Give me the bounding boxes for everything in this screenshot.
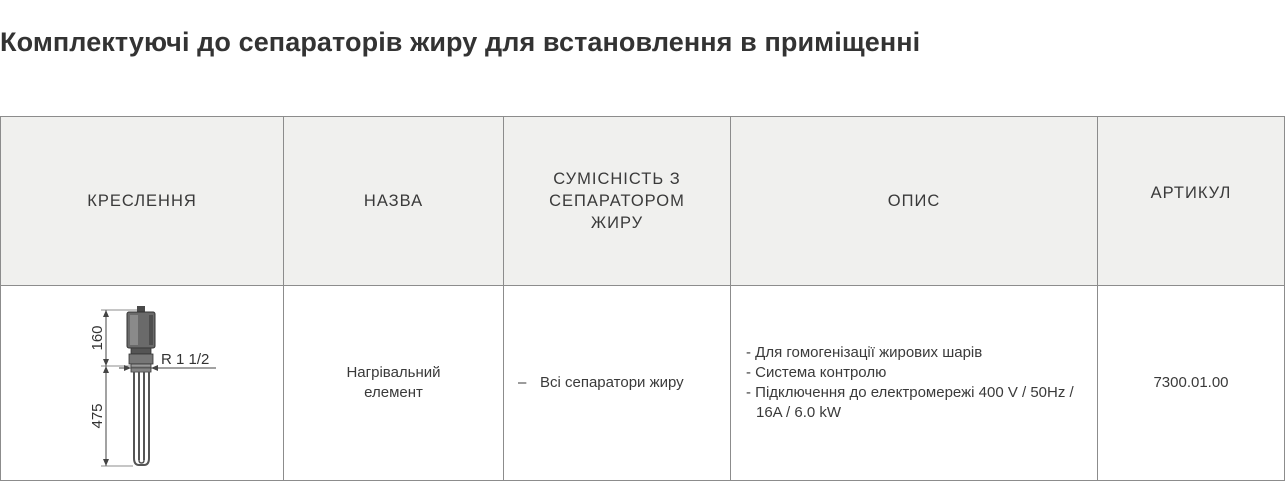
- dimension-top-label: 160: [89, 325, 106, 351]
- header-article-label: АРТИКУЛ: [1150, 184, 1232, 202]
- header-description: [731, 117, 1098, 286]
- description-list: [746, 343, 1097, 423]
- cell-drawing: [1, 286, 284, 481]
- header-article: [1098, 117, 1285, 286]
- cell-compatibility: [504, 286, 731, 481]
- table-header-row: [1, 117, 1285, 286]
- dimension-bottom-label: 475: [89, 403, 106, 429]
- description-item: - Для гомогенізації жирових шарів: [746, 344, 983, 361]
- article-number: 7300.01.00: [1153, 374, 1229, 391]
- compatibility-text: Всі сепаратори жиру: [540, 374, 684, 391]
- heating-element-drawing: [1, 286, 283, 480]
- thread-size-label: R 1 1/2: [161, 351, 210, 368]
- cell-name: [284, 286, 504, 481]
- accessories-table: [0, 116, 1285, 481]
- description-item: - Система контролю: [746, 364, 887, 381]
- compatibility-dash: –: [518, 374, 527, 391]
- header-description-label: ОПИС: [887, 192, 941, 210]
- header-name-label: НАЗВА: [363, 192, 424, 210]
- cell-article: [1098, 286, 1285, 481]
- cell-description: [731, 286, 1098, 481]
- heating-element-diagram: [1, 286, 283, 480]
- table-row: [1, 286, 1285, 481]
- page-title: Комплектуючі до сепараторів жиру для встановлення в приміщенні: [0, 27, 921, 57]
- description-item: - Підключення до електромережі 400 V / 50Hz / 16A / 6.0 kW: [746, 384, 1074, 421]
- product-name: Нагрівальний елемент: [346, 364, 441, 401]
- header-name: [284, 117, 504, 286]
- header-drawing-label: КРЕСЛЕННЯ: [87, 192, 197, 210]
- header-compatibility: [504, 117, 731, 286]
- header-compatibility-label: СУМІСНІСТЬ З СЕПАРАТОРОМ ЖИРУ: [549, 170, 685, 232]
- header-drawing: [1, 117, 284, 286]
